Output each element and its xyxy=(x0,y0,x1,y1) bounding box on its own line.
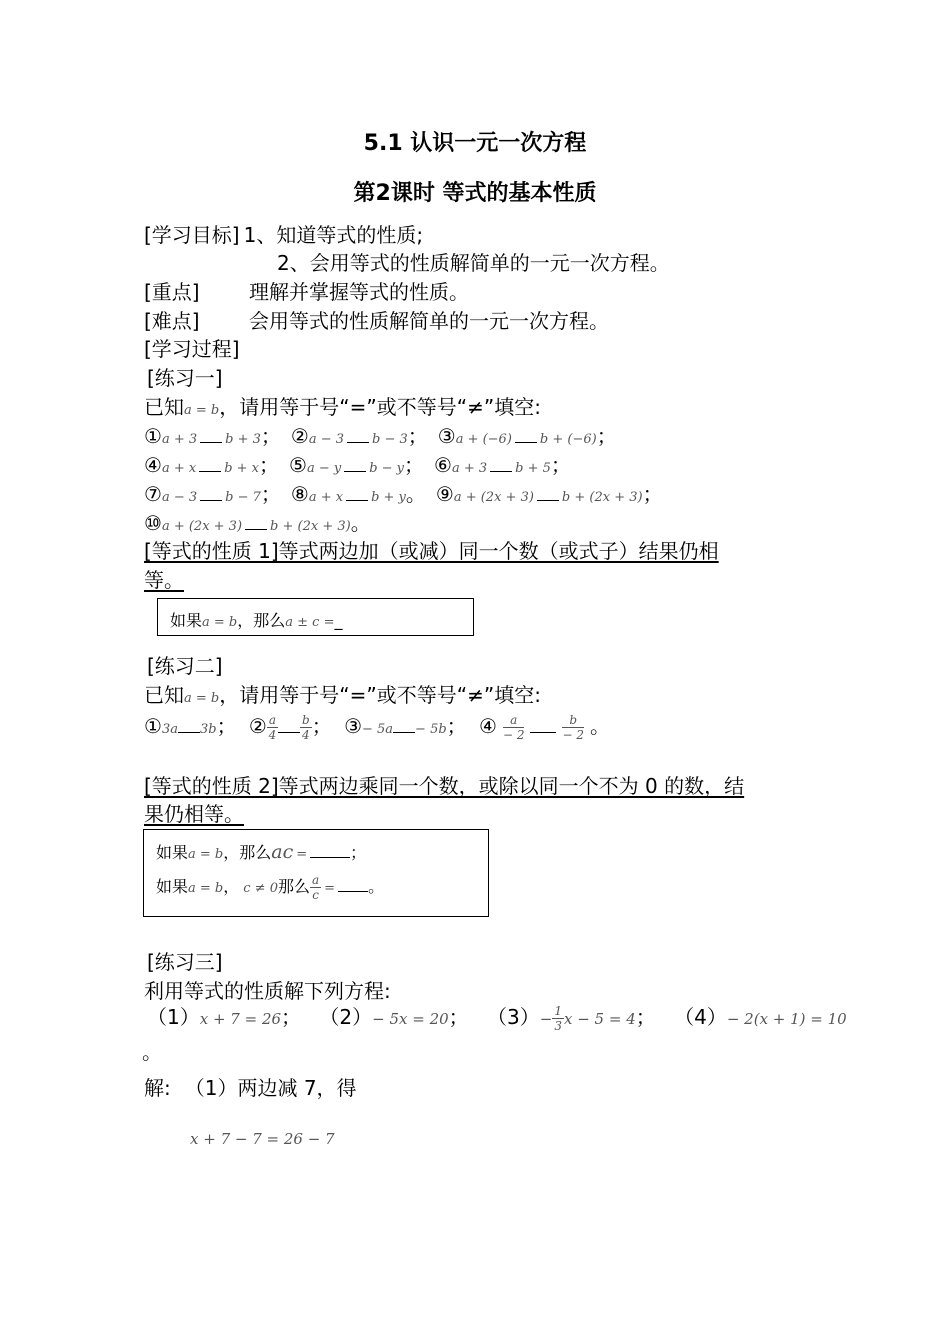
property2-box-line1: 如果a = b，那么ac = ； xyxy=(156,841,367,863)
item-end: 。 xyxy=(350,511,371,535)
answer-blank[interactable] xyxy=(344,471,366,472)
practice3-trailing: 。 xyxy=(142,1040,162,1064)
right-expression: b + (2x + 3) xyxy=(561,490,643,505)
fraction: $\frac{b}{4}$ xyxy=(302,713,310,742)
item-end: ； xyxy=(260,424,281,448)
answer-blank[interactable] xyxy=(346,500,368,501)
fraction: $\frac{a}{c}$ xyxy=(312,873,320,902)
property2-line2: 果仍相等。 xyxy=(144,802,244,826)
answer-blank[interactable] xyxy=(338,891,368,892)
property2-box-line2: 如果a = b， c ≠ 0那么 $\frac{a}{c}$ = 。 xyxy=(156,873,385,902)
practice3-label: [练习三] xyxy=(147,950,223,974)
left-expression: a + 3 xyxy=(451,461,488,476)
practice1-item xyxy=(291,424,428,448)
property2-line1: [等式的性质 2]等式两边乘同一个数，或除以同一个不为 0 的数，结 xyxy=(144,774,745,798)
practice2-label: [练习二] xyxy=(147,654,223,678)
practice1-item xyxy=(436,482,663,506)
solution-equation: x + 7 − 7 = 26 − 7 xyxy=(190,1130,335,1148)
left-expression: a + (−6) xyxy=(455,432,512,447)
item-num: ① xyxy=(144,424,162,448)
process-label: [学习过程] xyxy=(144,337,240,361)
left-expression: a + (2x + 3) xyxy=(453,490,534,505)
answer-blank[interactable] xyxy=(310,857,350,858)
practice1-item xyxy=(144,424,281,448)
page-title: 5.1 认识一元一次方程 xyxy=(363,131,587,156)
left-expression: a + 3 xyxy=(161,432,198,447)
right-expression: b + x xyxy=(224,461,259,476)
answer-blank[interactable] xyxy=(490,471,512,472)
fraction: $\frac{1}{3}$ xyxy=(554,1004,562,1033)
right-expression: b + 3 xyxy=(225,432,261,447)
answer-blank[interactable] xyxy=(245,529,267,530)
left-expression: a − y xyxy=(306,461,342,476)
property1-box-text: 如果a = b，那么a ± c =_ xyxy=(170,611,343,630)
item-end: ； xyxy=(642,482,663,506)
practice1-row xyxy=(144,478,663,507)
item-end: ； xyxy=(259,453,279,477)
property1-line2: 等。 xyxy=(144,568,184,592)
item-num: ⑦ xyxy=(144,482,162,506)
answer-blank[interactable] xyxy=(537,500,559,501)
practice1-item xyxy=(438,424,617,448)
left-expression: a + x xyxy=(308,490,344,505)
practice3-prompt: 利用等式的性质解下列方程: xyxy=(144,979,391,1003)
right-expression: b − 3 xyxy=(372,432,408,447)
item-end: 。 xyxy=(405,482,426,506)
given-equation: a = b xyxy=(184,403,220,418)
fraction: $\frac{a}{- 2}$ xyxy=(502,713,525,742)
answer-blank[interactable] xyxy=(393,732,415,733)
left-expression: a − 3 xyxy=(308,432,344,447)
practice1-item xyxy=(144,482,281,506)
right-expression: b − 7 xyxy=(225,490,261,505)
answer-blank[interactable] xyxy=(199,471,221,472)
property1-box xyxy=(157,598,474,636)
practice2-prompt: 已知a = b，请用等于号“=”或不等号“≠”填空: xyxy=(144,683,541,707)
right-expression: b + (2x + 3) xyxy=(270,519,351,534)
property2-box xyxy=(143,829,489,917)
answer-blank[interactable] xyxy=(278,732,300,733)
right-expression: b + 5 xyxy=(515,461,551,476)
practice1-row xyxy=(144,420,617,449)
practice1-item xyxy=(144,511,371,535)
item-num: ⑨ xyxy=(435,482,454,506)
item-num: ⑤ xyxy=(289,453,307,477)
item-num: ③ xyxy=(437,424,456,448)
keypoint-label: [重点] xyxy=(144,280,200,304)
practice2-items: ①3a 3b； ② $\frac{a}{4}$ $\frac{b}{4}$ ； ③− 5a − 5b； ④ $\frac{a}{- 2}$ $\frac{b}{- 2}$ 。 xyxy=(144,713,610,742)
page-subtitle: 第2课时 等式的基本性质 xyxy=(353,181,597,206)
difficulty-label: [难点] xyxy=(144,309,200,333)
answer-blank[interactable] xyxy=(200,500,222,501)
fraction: $\frac{a}{4}$ xyxy=(268,713,277,742)
answer-blank[interactable] xyxy=(178,732,200,733)
practice1-item xyxy=(434,453,571,477)
practice1-label: [练习一] xyxy=(147,366,223,390)
goals-item-1: 1、知道等式的性质; xyxy=(243,223,424,247)
practice1-item xyxy=(291,482,426,506)
right-expression: b + y xyxy=(371,490,406,505)
practice3-equations: （1）x + 7 = 26； （2）− 5x = 20； （3）− $\frac{1}{3}$ x − 5 = 4； （4）− 2(x + 1) = 10 xyxy=(147,1004,847,1033)
practice1-row xyxy=(144,507,371,536)
goals-line1 xyxy=(144,219,423,248)
left-expression: a + (2x + 3) xyxy=(161,519,243,534)
item-end: ； xyxy=(596,424,617,448)
right-expression: b + (−6) xyxy=(539,432,597,447)
item-end: ； xyxy=(404,453,425,477)
answer-blank[interactable] xyxy=(515,442,537,443)
practice1-item xyxy=(289,453,424,477)
item-num: ② xyxy=(290,424,309,448)
solution-line: 解: （1）两边减 7，得 xyxy=(144,1076,357,1100)
item-num: ① xyxy=(144,714,162,738)
item-num: ④ xyxy=(144,453,162,477)
property1-line1: [等式的性质 1]等式两边加（或减）同一个数（或式子）结果仍相 xyxy=(144,539,719,563)
answer-blank[interactable] xyxy=(200,442,222,443)
difficulty-text: 会用等式的性质解简单的一元一次方程。 xyxy=(249,309,609,333)
practice1-item xyxy=(144,453,279,477)
item-num: ⑧ xyxy=(290,482,309,506)
practice1-prompt: 已知a = b，请用等于号“=”或不等号“≠”填空: xyxy=(144,395,541,419)
fraction: $\frac{b}{- 2}$ xyxy=(562,713,584,742)
left-expression: a − 3 xyxy=(161,490,198,505)
right-expression: b − y xyxy=(369,461,405,476)
keypoint-text: 理解并掌握等式的性质。 xyxy=(249,280,469,304)
answer-blank[interactable] xyxy=(530,732,556,733)
practice1-row xyxy=(144,449,571,478)
item-end: ； xyxy=(550,453,571,477)
left-expression: a + x xyxy=(161,461,197,476)
item-num: ⑩ xyxy=(144,511,162,535)
answer-blank[interactable] xyxy=(347,442,369,443)
item-end: ； xyxy=(260,482,281,506)
goals-item-2: 2、会用等式的性质解简单的一元一次方程。 xyxy=(277,251,670,275)
item-end: ； xyxy=(407,424,428,448)
item-num: ⑥ xyxy=(434,453,452,477)
goals-label: [学习目标] xyxy=(144,223,240,247)
